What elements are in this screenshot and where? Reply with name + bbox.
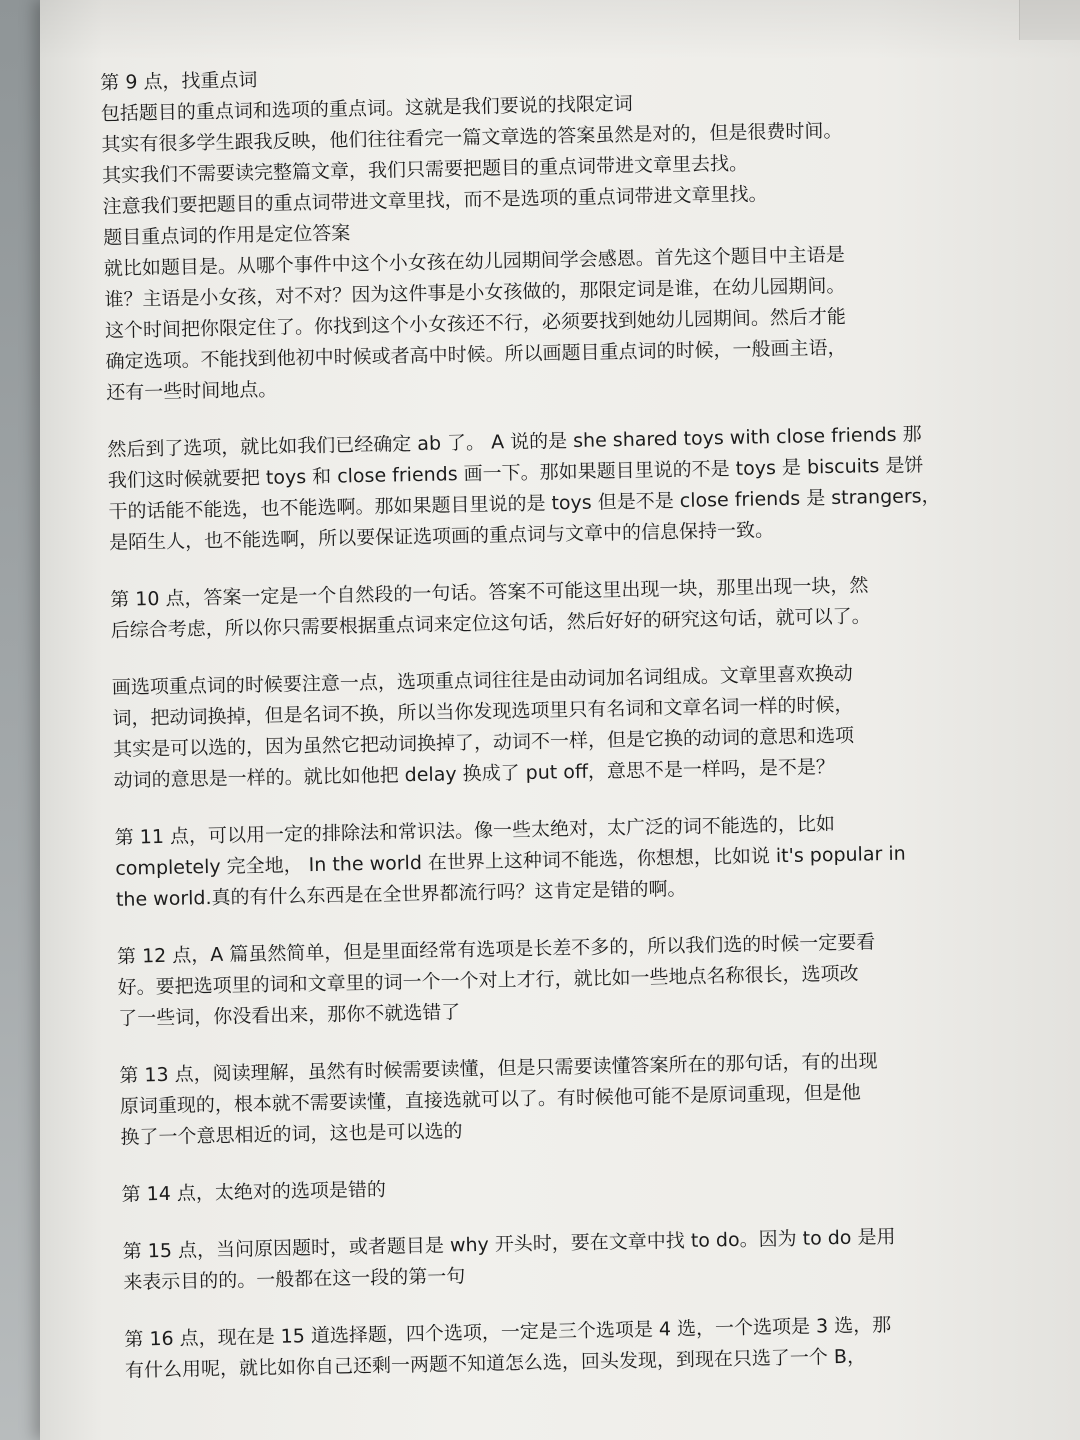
text-line: 其实是可以选的，因为虽然它把动词换掉了，动词不一样，但是它换的动词的意思和选项 bbox=[112, 724, 855, 761]
text-line: 来表示目的的。一般都在这一段的第一句 bbox=[123, 1265, 466, 1294]
text-line: 谁？主语是小女孩，对不对？因为这件事是小女孩做的，那限定词是谁，在幼儿园期间。 bbox=[104, 274, 846, 311]
document-body bbox=[100, 52, 946, 1412]
text-line: 后综合考虑，所以你只需要根据重点词来定位这句话，然后好好的研究这句话，就可以了。 bbox=[110, 605, 871, 642]
text-line: 第 12 点，A 篇虽然简单，但是里面经常有选项是长差不多的，所以我们选的时候一定要看 bbox=[116, 931, 876, 968]
text-line: 题目重点词的作用是定位答案 bbox=[103, 222, 351, 249]
page-shadow bbox=[40, 0, 1080, 60]
text-line: 原词重现的，根本就不需要读懂，直接选就可以了。有时候他可能不是原词重现，但是他 bbox=[119, 1081, 862, 1118]
paragraph bbox=[110, 569, 931, 647]
text-line: 第 14 点，太绝对的选项是错的 bbox=[121, 1178, 387, 1206]
text-line: 就比如题目是。从哪个事件中这个小女孩在幼儿园期间学会感恩。首先这个题目中主语是 bbox=[103, 243, 845, 280]
text-line: 我们这时候就要把 toys 和 close friends 画一下。那如果题目里说的不是 toys 是 biscuits 是饼 bbox=[107, 454, 924, 492]
paragraph bbox=[119, 1045, 941, 1154]
paragraph bbox=[117, 926, 939, 1035]
text-line: 包括题目的重点词和选项的重点词。这就是我们要说的找限定词 bbox=[100, 92, 634, 125]
text-line: 第 9 点，找重点词 bbox=[100, 68, 258, 94]
text-line: 第 10 点，答案一定是一个自然段的一句话。答案不可能这里出现一块，那里出现一块，然 bbox=[110, 574, 869, 611]
text-line: 干的话能不能选，也不能选啊。那如果题目里说的是 toys 但是不是 close friends 是 strangers， bbox=[108, 484, 941, 523]
text-line: 第 15 点，当问原因题时，或者题目是 why 开头时，要在文章中找 to do。因为 to do 是用 bbox=[122, 1225, 896, 1263]
text-line: 画选项重点词的时候要注意一点，选项重点词往往是由动词加名词组成。文章里喜欢换动 bbox=[111, 662, 853, 699]
paragraph bbox=[114, 807, 936, 916]
paragraph bbox=[121, 1164, 941, 1211]
paragraph bbox=[122, 1221, 943, 1299]
paper-page bbox=[40, 0, 1080, 1440]
text-line: 注意我们要把题目的重点词带进文章里找，而不是选项的重点词带进文章里找。 bbox=[102, 183, 768, 218]
text-line: 还有一些时间地点。 bbox=[106, 378, 278, 404]
paragraph bbox=[124, 1309, 945, 1387]
text-line: 其实有很多学生跟我反映，他们往往看完一篇文章选的答案虽然是对的，但是很费时间。 bbox=[101, 119, 843, 156]
text-line: 词，把动词换掉，但是名词不换，所以当你发现选项里只有名词和文章名词一样的时候， bbox=[112, 693, 854, 730]
paragraph bbox=[107, 419, 941, 559]
text-line: 动词的意思是一样的。就比如他把 delay 换成了 put off，意思不是一样吗，是不是？ bbox=[113, 756, 836, 792]
text-line: 然后到了选项，就比如我们已经确定 ab 了。 A 说的是 she shared toys with close friends 那 bbox=[107, 423, 922, 461]
text-line: 第 11 点，可以用一定的排除法和常识法。像一些太绝对，太广泛的词不能选的，比如 bbox=[114, 813, 836, 849]
text-line: 了一些词，你没看出来，那你不就选错了 bbox=[118, 1001, 461, 1030]
text-line: 是陌生人，也不能选啊，所以要保证选项画的重点词与文章中的信息保持一致。 bbox=[108, 519, 775, 554]
text-line: the world.真的有什么东西是在全世界都流行吗？这肯定是错的啊。 bbox=[115, 877, 687, 911]
text-line: 好。要把选项里的词和文章里的词一个一个对上才行，就比如一些地点名称很长，选项改 bbox=[117, 962, 859, 999]
paragraph bbox=[112, 657, 934, 797]
paragraph bbox=[100, 52, 926, 409]
text-line: 第 13 点，阅读理解，虽然有时候需要读懂，但是只需要读懂答案所在的那句话，有的出现 bbox=[119, 1050, 878, 1087]
text-line: 其实我们不需要读完整篇文章，我们只需要把题目的重点词带进文章里去找。 bbox=[101, 152, 749, 187]
text-line: completely 完全地， In the world 在世界上这种词不能选，你想想，比如说 it's popular in bbox=[115, 842, 906, 880]
text-line: 第 16 点，现在是 15 道选择题，四个选项，一定是三个选项是 4 选，一个选项是 3 选，那 bbox=[124, 1314, 892, 1351]
text-line: 有什么用呢，就比如你自己还剩一两题不知道怎么选，回头发现，到现在只选了一个 B， bbox=[124, 1345, 867, 1382]
text-line: 换了一个意思相近的词，这也是可以选的 bbox=[120, 1120, 463, 1149]
text-line: 这个时间把你限定住了。你找到这个小女孩还不行，必须要找到她幼儿园期间。然后才能 bbox=[104, 305, 847, 342]
text-line: 确定选项。不能找到他初中时候或者高中时候。所以画题目重点词的时候，一般画主语， bbox=[105, 336, 847, 373]
